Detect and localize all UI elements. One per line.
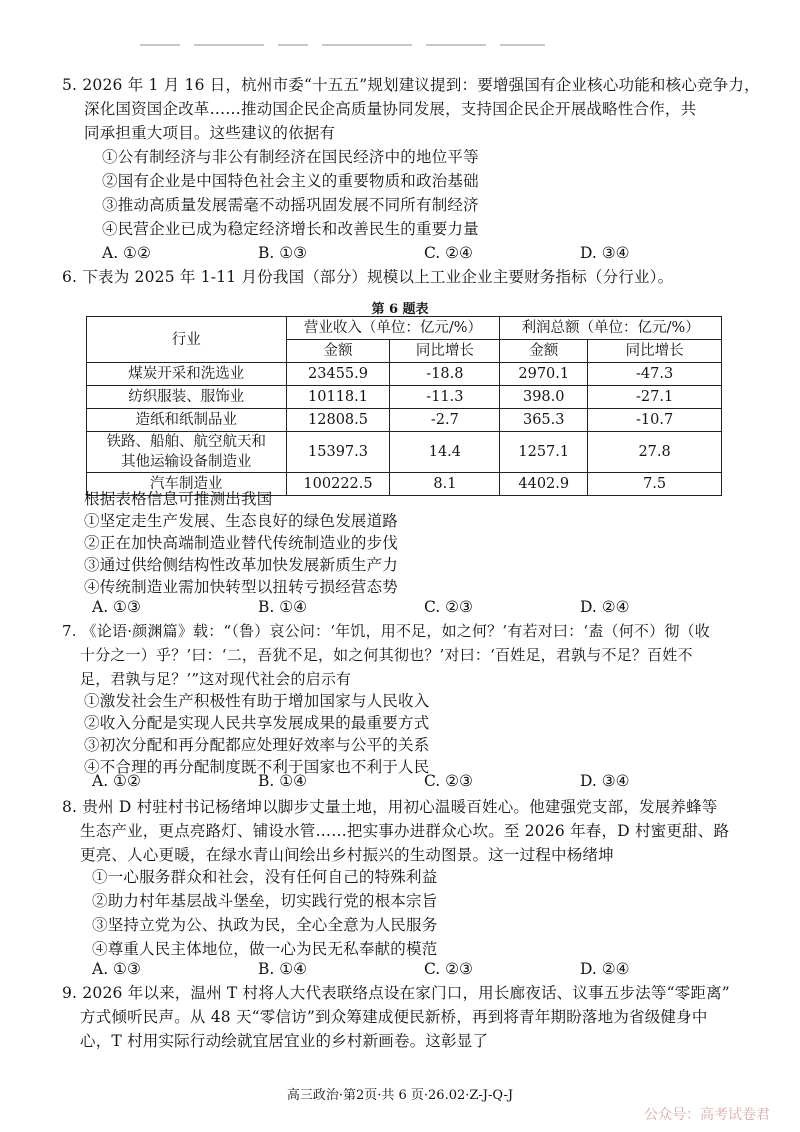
q7-stem-line-2: 十分之一）乎？’曰：‘二，吾犹不足，如之何其彻也？’对曰：‘百姓足，君孰与不足？百姓不 (80, 646, 693, 664)
q6-stem: 6. 下表为 2025 年 1-11 月份我国（部分）规模以上工业企业主要财务指标（分行业）。 (62, 268, 674, 286)
q6-choice-a: A. ①③ (92, 598, 141, 616)
industry-name: 煤炭开采和洗选业 (87, 363, 287, 386)
profit-growth: -27.1 (588, 386, 722, 409)
table-header-profit: 利润总额（单位：亿元/%） (500, 317, 722, 340)
q9-stem-line-1: 9. 2026 年以来，温州 T 村将人大代表联络点设在家门口，用长廊夜话、议事五步法等“零距离” (62, 984, 730, 1002)
q8-stem-line-1: 8. 贵州 D 村驻村书记杨绪坤以脚步丈量土地，用初心温暖百姓心。他建强党支部，发展养蜂等 (62, 798, 718, 816)
revenue-amount: 23455.9 (286, 363, 390, 386)
revenue-amount: 12808.5 (286, 409, 390, 432)
q8-item-3: ③坚持立党为公、执政为民，全心全意为人民服务 (92, 916, 438, 934)
q6-item-3: ③通过供给侧结构性改革加快发展新质生产力 (84, 556, 399, 574)
q6-choice-c: C. ②③ (424, 598, 473, 616)
table-subheader-pro-amount: 金额 (500, 340, 588, 363)
revenue-growth: 8.1 (390, 473, 500, 496)
q8-item-2: ②助力村年基层战斗堡垒，切实践行党的根本宗旨 (92, 892, 438, 910)
table-row (87, 386, 722, 409)
q7-stem-line-3: 足，君孰与足？’”这对现代社会的启示有 (80, 670, 352, 688)
revenue-amount: 10118.1 (286, 386, 390, 409)
q7-item-1: ①激发社会生产积极性有助于增加国家与人民收入 (84, 692, 430, 710)
q6-item-4: ④传统制造业需加快转型以扭转亏损经营态势 (84, 578, 399, 596)
q8-choice-a: A. ①③ (92, 960, 141, 978)
profit-growth: -47.3 (588, 363, 722, 386)
q5-stem-line-1: 5. 2026 年 1 月 16 日，杭州市委“十五五”规划建议提到：要增强国有企业核心功能和核心竞争力， (62, 76, 760, 94)
industry-name-line-2: 其他运输设备制造业 (121, 454, 252, 470)
q7-choice-a: A. ①② (92, 772, 141, 790)
q6-item-2: ②正在加快高端制造业替代传统制造业的步伐 (84, 534, 399, 552)
q6-data-table (86, 316, 722, 496)
q6-choice-d: D. ②④ (580, 598, 630, 616)
q5-choice-a: A. ①② (102, 244, 151, 262)
q7-item-3: ③初次分配和再分配都应处理好效率与公平的关系 (84, 736, 430, 754)
q5-stem-line-3: 同承担重大项目。这些建议的依据有 (84, 124, 336, 142)
q5-item-2: ②国有企业是中国特色社会主义的重要物质和政治基础 (102, 172, 479, 190)
profit-amount: 1257.1 (500, 432, 588, 473)
q8-choice-c: C. ②③ (424, 960, 473, 978)
q7-choice-d: D. ③④ (580, 772, 630, 790)
q7-choice-b: B. ①④ (258, 772, 308, 790)
q6-lead: 根据表格信息可推测出我国 (84, 490, 273, 508)
profit-growth: -10.7 (588, 409, 722, 432)
q8-choice-d: D. ②④ (580, 960, 630, 978)
q9-stem-line-3: 心，T 村用实际行动绘就宜居宜业的乡村新画卷。这彰显了 (80, 1032, 489, 1050)
watermark: 公众号：高考试卷君 (644, 1107, 770, 1123)
q8-choice-b: B. ①④ (258, 960, 308, 978)
q6-choice-b: B. ①④ (258, 598, 308, 616)
industry-name: 造纸和纸制品业 (87, 409, 287, 432)
revenue-growth: -11.3 (390, 386, 500, 409)
table-row (87, 363, 722, 386)
table-header-revenue: 营业收入（单位：亿元/%） (286, 317, 500, 340)
industry-name: 纺织服装、服饰业 (87, 386, 287, 409)
industry-name-line-1: 铁路、船舶、航空航天和 (106, 434, 267, 450)
q7-item-2: ②收入分配是实现人民共享发展成果的最重要方式 (84, 714, 430, 732)
table-header-industry: 行业 (87, 317, 287, 363)
q8-item-4: ④尊重人民主体地位，做一心为民无私奉献的模范 (92, 940, 438, 958)
q5-stem-line-2: 深化国资国企改革……推动国企民企高质量协同发展，支持国企民企开展战略性合作，共 (84, 100, 697, 118)
profit-amount: 398.0 (500, 386, 588, 409)
q5-item-1: ①公有制经济与非公有制经济在国民经济中的地位平等 (102, 148, 479, 166)
industry-name: 汽车制造业 (87, 473, 287, 496)
revenue-growth: -18.8 (390, 363, 500, 386)
revenue-amount: 15397.3 (286, 432, 390, 473)
profit-amount: 2970.1 (500, 363, 588, 386)
page-footer: 高三政治·第2页·共 6 页·26.02·Z-J-Q-J (286, 1088, 514, 1103)
table-subheader-rev-amount: 金额 (286, 340, 390, 363)
q7-choice-c: C. ②③ (424, 772, 473, 790)
q5-choice-d: D. ③④ (580, 244, 630, 262)
table-row (87, 432, 722, 473)
q5-item-4: ④民营企业已成为稳定经济增长和改善民生的重要力量 (102, 220, 479, 238)
profit-amount: 4402.9 (500, 473, 588, 496)
profit-growth: 7.5 (588, 473, 722, 496)
table-subheader-rev-growth: 同比增长 (390, 340, 500, 363)
revenue-amount: 100222.5 (286, 473, 390, 496)
table-subheader-pro-growth: 同比增长 (588, 340, 722, 363)
profit-growth: 27.8 (588, 432, 722, 473)
revenue-growth: -2.7 (390, 409, 500, 432)
q8-stem-line-3: 更亮、人心更暖，在绿水青山间绘出乡村振兴的生动图景。这一过程中杨绪坤 (80, 846, 614, 864)
industry-name-two-line (87, 432, 287, 473)
q5-choice-c: C. ②④ (424, 244, 473, 262)
profit-amount: 365.3 (500, 409, 588, 432)
q9-stem-line-2: 方式倾听民声。从 48 天“零信访”到众筹建成便民新桥，再到将青年期盼落地为省级健身中 (80, 1008, 708, 1026)
q8-stem-line-2: 生态产业，更点亮路灯、铺设水管……把实事办进群众心坎。至 2026 年春，D 村蜜更甜、路 (80, 822, 730, 840)
table-row (87, 409, 722, 432)
q5-item-3: ③推动高质量发展需毫不动摇巩固发展不同所有制经济 (102, 196, 479, 214)
q7-item-4: ④不合理的再分配制度既不利于国家也不利于人民 (84, 758, 430, 776)
q8-item-1: ①一心服务群众和社会，没有任何自己的特殊利益 (92, 868, 438, 886)
q6-table-caption: 第 6 题表 (371, 302, 429, 317)
revenue-growth: 14.4 (390, 432, 500, 473)
q6-item-1: ①坚定走生产发展、生态良好的绿色发展道路 (84, 512, 399, 530)
cropped-header-strip (140, 36, 660, 46)
q5-choice-b: B. ①③ (258, 244, 308, 262)
q7-stem-line-1: 7. 《论语·颜渊篇》载：“（鲁）哀公问：‘年饥，用不足，如之何？’有若对曰：‘盍（何不）彻（收 (62, 622, 710, 640)
